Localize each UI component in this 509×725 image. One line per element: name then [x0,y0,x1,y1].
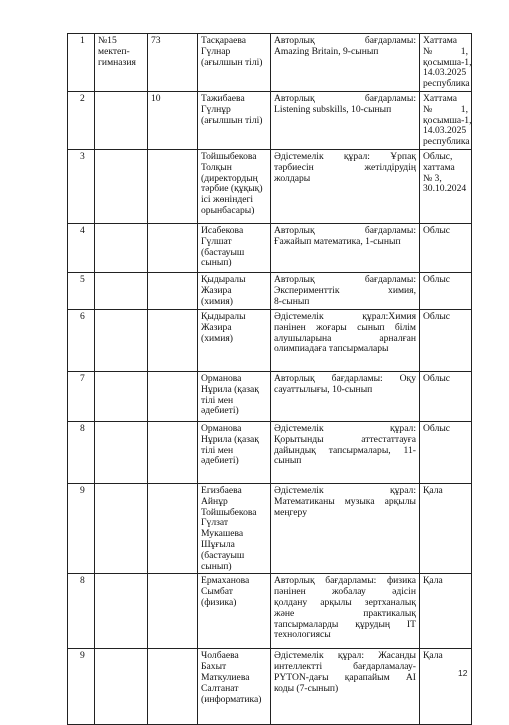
cell-line: жолдары [274,172,311,184]
cell-line: Авторлық бағдарламы: Оқу [274,372,416,384]
row-number-cell [68,149,95,223]
approval-level-cell [420,272,472,309]
approval-level-cell [420,371,472,421]
cell-line: Тойшыбекова [201,506,257,518]
table-row [68,223,472,272]
row-number: 7 [80,372,85,384]
approval-level-cell [420,91,472,149]
cell-line: технологиясы [274,629,331,641]
cell-line: қосымша-1, [423,56,472,68]
school-cell [95,149,148,223]
cell-line: пәнінен жобалау әдісін [274,586,416,598]
cell-line: (бастауыш [201,549,245,561]
work-title-cell [271,91,420,149]
cell-line: Чолбаева [201,650,239,662]
cell-line: Авторлық бағдарламы: [274,35,416,46]
cell-line: Ермаханова [201,575,250,587]
row-number: 8 [80,575,85,587]
teacher-count: 73 [151,35,161,46]
cell-line: сынып [274,455,302,467]
cell-line: Математиканы музыка арқылы [274,495,416,507]
teacher-count: 10 [151,92,161,104]
cell-line: (директордың [201,172,258,184]
school-cell [95,272,148,309]
table-body [68,34,472,725]
school-cell [95,309,148,371]
cell-line: Облыс [423,224,451,236]
cell-line: Гүлнұр [201,103,231,115]
cell-line: Авторлық бағдарламы: [274,92,416,104]
cell-line: Қыдыралы [201,310,246,322]
cell-line: алушыларына арналған [274,332,416,344]
teacher-name-cell [198,371,271,421]
school-name: №15 мектеп-гимназия [98,35,136,68]
cell-line: Мукашева [201,528,244,540]
table-row [68,309,472,371]
cell-line: Хаттама №1, [423,92,468,115]
cell-line: Маткулиева [201,671,250,683]
table-row [68,483,472,573]
teacher-name-cell [198,223,271,272]
cell-line: PYTON-дағы қарапайым AI [274,671,416,683]
school-cell [95,649,148,725]
row-number-cell [68,223,95,272]
work-title-cell [271,421,420,483]
count-cell [148,371,198,421]
cell-line: Қыдыралы [201,273,246,285]
teacher-name-cell [198,649,271,725]
table-row [68,574,472,649]
cell-line: Listening subskills, 10-сынып [274,103,392,115]
page-number: 12 [458,668,468,678]
count-cell [148,574,198,649]
cell-line: Бахыт [201,661,227,673]
row-number-cell [68,483,95,573]
school-cell [95,483,148,573]
cell-line: меңгеру [274,506,307,518]
count-cell [148,483,198,573]
cell-line: Орманова [201,422,242,434]
cell-line: қолдану арқылы зертханалық [274,596,416,608]
cell-line: Әдістемелік құрал:Химия [274,310,416,322]
row-number-cell [68,371,95,421]
cell-line: Облыс [423,310,451,322]
cell-line: коды (7-сынып) [274,682,339,694]
count-cell [148,421,198,483]
row-number: 5 [80,273,85,285]
cell-line: сынып) [201,560,232,572]
cell-line: Нұрила (қазақ [201,433,259,445]
cell-line: интеллектті бағдарламалау- [274,661,416,673]
teacher-name-cell [198,34,271,92]
cell-line: 8-сынып [274,295,310,307]
cell-line: тәрбиесін жетілдірудің [274,161,416,173]
cell-line: Әдістемелік құрал: [274,422,416,434]
row-number-cell [68,574,95,649]
cell-line: Жазира [201,321,232,333]
teacher-name-cell [198,91,271,149]
cell-line: ісі жөніндегі [201,194,254,206]
cell-line: әдебиеті) [201,405,239,417]
teacher-name-cell [198,421,271,483]
teacher-name-cell [198,272,271,309]
count-cell [148,34,198,92]
cell-line: республика [423,78,470,90]
table-row [68,91,472,149]
cell-line: (физика) [201,596,237,608]
cell-line: Ғажайып математика, 1-сынып [274,235,401,247]
school-cell [95,91,148,149]
cell-line: Қала [423,575,443,587]
cell-line: Егизбаева [201,484,242,496]
cell-line: тапсырмаларды құрудың IT [274,618,416,630]
cell-line: Гүлзат [201,517,229,529]
row-number-cell [68,91,95,149]
row-number-cell [68,421,95,483]
cell-line: Әдістемелік құрал: Жасанды [274,650,416,662]
table-row [68,272,472,309]
work-title-cell [271,149,420,223]
school-cell [95,574,148,649]
school-cell [95,34,148,92]
table-row [68,149,472,223]
count-cell [148,309,198,371]
cell-line: Облыс [423,422,451,434]
count-cell [148,223,198,272]
cell-line: және практикалық [274,607,416,619]
teacher-name-cell [198,483,271,573]
cell-line: тілі мен [201,394,234,406]
approval-level-cell [420,223,472,272]
cell-line: сауаттылығы, 10-сынып [274,383,373,395]
cell-line: Толқын [201,161,232,173]
approval-level-cell [420,649,472,725]
cell-line: № 3, 30.10.2024 [423,172,467,195]
cell-line: олимпиадаға тапсырмалары [274,343,389,355]
cell-line: Тажибаева [201,92,245,104]
cell-line: пәнінен жоғары сынып білім [274,321,416,333]
count-cell [148,149,198,223]
cell-line: Авторлық бағдарламы: [274,273,416,285]
cell-line: 14.03.2025 [423,67,467,79]
cell-line: Гүлшат [201,235,232,247]
row-number-cell [68,649,95,725]
cell-line: Салтанат [201,682,239,694]
cell-line: (бастауыш [201,246,245,258]
count-cell [148,272,198,309]
table-row [68,649,472,725]
row-number: 9 [80,650,85,662]
teacher-name-cell [198,149,271,223]
cell-line: Қала [423,650,443,662]
work-title-cell [271,483,420,573]
cell-line: Тасқараева [201,35,247,46]
cell-line: (химия) [201,295,233,307]
work-title-cell [271,34,420,92]
cell-line: сынып) [201,257,232,269]
cell-line: Авторлық бағдарламы: физика [274,575,416,587]
cell-line: Облыс [423,273,451,285]
cell-line: Облыс, хаттама [423,150,455,173]
row-number-cell [68,34,95,92]
table-row [68,421,472,483]
work-title-cell [271,574,420,649]
cell-line: Нұрила (қазақ [201,383,259,395]
cell-line: Хаттама №1, [423,35,468,57]
cell-line: (химия) [201,332,233,344]
cell-line: (ағылшын тілі) [201,114,263,126]
row-number: 1 [80,35,85,46]
cell-line: Авторлық бағдарламы: [274,224,416,236]
work-title-cell [271,649,420,725]
approval-level-cell [420,574,472,649]
row-number-cell [68,272,95,309]
cell-line: (информатика) [201,693,262,705]
approval-level-cell [420,34,472,92]
count-cell [148,91,198,149]
row-number: 8 [80,422,85,434]
approval-level-cell [420,149,472,223]
cell-line: тәрбие (құқық) [201,183,263,195]
approval-level-cell [420,421,472,483]
work-title-cell [271,309,420,371]
cell-line: Эксперименттік химия, [274,284,416,296]
row-number: 9 [80,484,85,496]
cell-line: дайындық тапсырмалары, 11- [274,444,416,456]
work-title-cell [271,223,420,272]
cell-line: Қала [423,484,443,496]
cell-line: Облыс [423,372,451,384]
table-row [68,371,472,421]
cell-line: қосымша-1, [423,114,472,126]
approval-level-cell [420,309,472,371]
work-title-cell [271,371,420,421]
count-cell [148,649,198,725]
cell-line: республика [423,136,470,148]
cell-line: Жазира [201,284,232,296]
cell-line: Орманова [201,372,242,384]
report-table [67,33,472,725]
cell-line: Гүлнар [201,45,231,57]
cell-line: Сымбат [201,586,233,598]
school-cell [95,371,148,421]
table-row [68,34,472,92]
cell-line: (ағылшын тілі) [201,56,263,68]
row-number: 4 [80,224,85,236]
row-number: 3 [80,150,85,162]
work-title-cell [271,272,420,309]
cell-line: Айнұр [201,495,228,507]
cell-line: Amazing Britain, 9-сынып [274,45,379,57]
cell-line: Исабекова [201,224,244,236]
cell-line: әдебиеті) [201,455,239,467]
cell-line: Шұғыла [201,538,235,550]
cell-line: Әдістемелік құрал: [274,484,416,496]
cell-line: Әдістемелік құрал: Ұрпақ [274,150,416,162]
teacher-name-cell [198,574,271,649]
row-number: 2 [80,92,85,104]
school-cell [95,223,148,272]
cell-line: 14.03.2025 [423,125,467,137]
cell-line: орынбасары) [201,204,255,216]
cell-line: тілі мен [201,444,234,456]
cell-line: Тойшыбекова [201,150,257,162]
row-number-cell [68,309,95,371]
teacher-name-cell [198,309,271,371]
cell-line: Қорытынды аттестаттауға [274,433,416,445]
school-cell [95,421,148,483]
row-number: 6 [80,310,85,322]
approval-level-cell [420,483,472,573]
